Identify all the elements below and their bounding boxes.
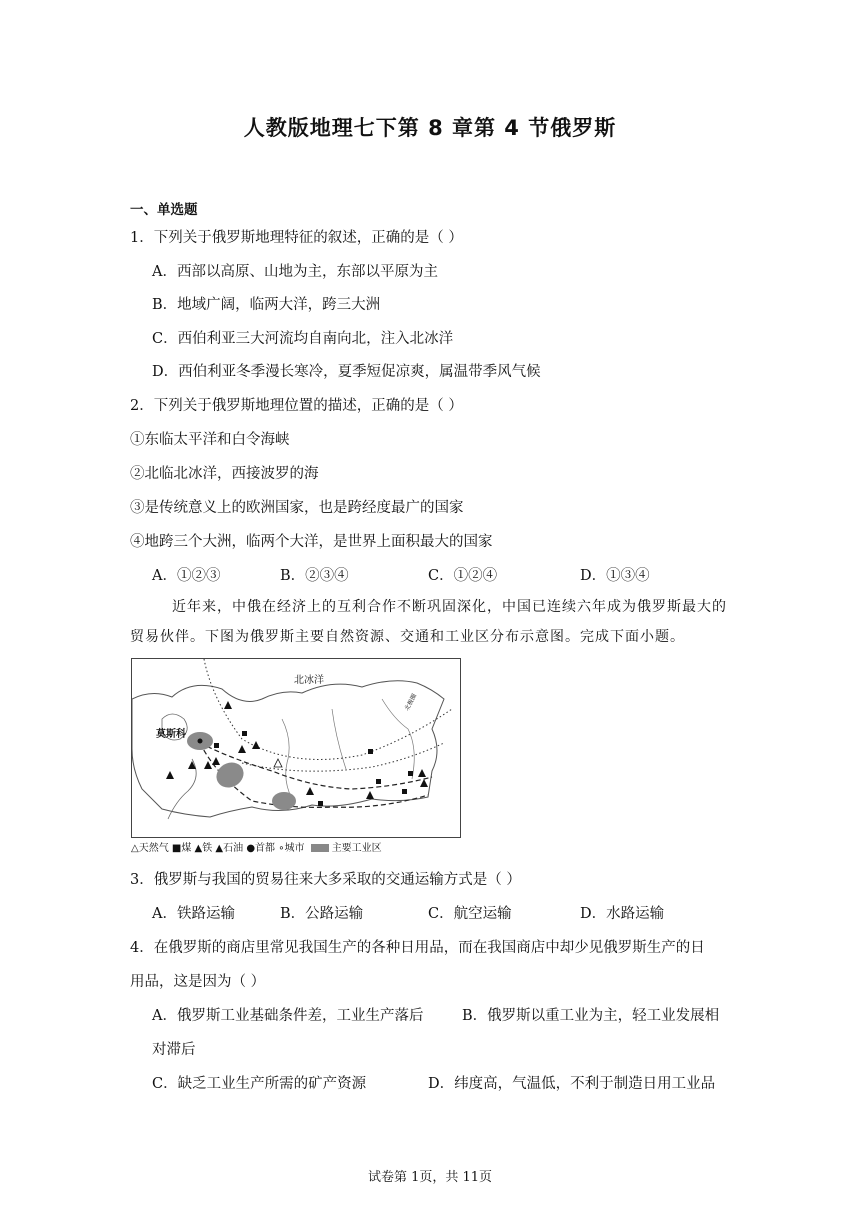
coal-icon xyxy=(402,789,407,794)
iron-icon xyxy=(224,701,232,709)
q1-option-b[interactable]: B．地域广阔，临两大洋，跨三大洲 xyxy=(152,297,381,313)
q4-stem-line-2: 用品，这是因为（ ） xyxy=(130,974,266,990)
coal-icon xyxy=(408,771,413,776)
city-legend-icon: ∘ xyxy=(278,843,285,854)
coal-icon xyxy=(242,731,247,736)
iron-icon xyxy=(306,787,314,795)
arctic-ocean-label: 北冰洋 xyxy=(294,675,324,686)
q2-statement-1: ①东临太平洋和白令海峡 xyxy=(130,432,290,448)
q1-option-d[interactable]: D．西伯利亚冬季漫长寒冷，夏季短促凉爽，属温带季风气候 xyxy=(152,364,541,380)
moscow-label: 莫斯科 xyxy=(156,729,186,740)
arctic-circle-line xyxy=(204,659,452,759)
oil-icon xyxy=(420,779,428,787)
q3-option-c[interactable]: C．航空运输 xyxy=(428,906,512,922)
legend-capital: 首都 xyxy=(255,843,276,854)
oil-legend-icon: ▲ xyxy=(215,843,224,854)
iron-icon xyxy=(418,769,426,777)
coal-legend-icon: ■ xyxy=(171,843,182,854)
oil-icon xyxy=(204,761,212,769)
q2-stem: 2．下列关于俄罗斯地理位置的描述，正确的是（ ） xyxy=(130,398,463,414)
iron-legend-icon: ▲ xyxy=(194,843,203,854)
capital-legend-icon: ● xyxy=(246,843,256,854)
page-footer: 试卷第 1页，共 11页 xyxy=(367,1170,493,1185)
q1-option-c[interactable]: C．西伯利亚三大河流均自南向北，注入北冰洋 xyxy=(152,331,454,347)
gas-icon xyxy=(274,759,282,767)
legend-coal: 煤 xyxy=(181,843,192,854)
legend-city: 城市 xyxy=(284,843,305,854)
passage xyxy=(130,592,730,652)
q1-option-a[interactable]: A．西部以高原、山地为主，东部以平原为主 xyxy=(152,264,438,280)
q3-option-b[interactable]: B．公路运输 xyxy=(280,906,364,922)
map-legend xyxy=(131,839,382,854)
q4-option-b-continued[interactable]: 对滞后 xyxy=(152,1042,196,1058)
q4-option-b[interactable]: B．俄罗斯以重工业为主，轻工业发展相 xyxy=(462,1008,720,1024)
q2-option-c[interactable]: C．①②④ xyxy=(428,568,498,584)
q2-statement-2: ②北临北冰洋，西接波罗的海 xyxy=(130,466,319,482)
q4-stem-line-1: 4．在俄罗斯的商店里常见我国生产的各种日用品，而在我国商店中却少见俄罗斯生产的日 xyxy=(130,940,705,956)
q3-option-d[interactable]: D．水路运输 xyxy=(580,906,665,922)
section-heading: 一、单选题 xyxy=(130,202,198,218)
passage-line-1: 近年来，中俄在经济上的互利合作不断巩固深化，中国已连续六年成为俄罗斯最大的 xyxy=(172,599,727,615)
passage-line-2: 贸易伙伴。下图为俄罗斯主要自然资源、交通和工业区分布示意图。完成下面小题。 xyxy=(130,629,685,645)
coal-icon xyxy=(376,779,381,784)
q4-option-c[interactable]: C．缺乏工业生产所需的矿产资源 xyxy=(152,1076,367,1092)
arctic-circle-label: 北极圈 xyxy=(403,692,419,712)
q1-stem: 1．下列关于俄罗斯地理特征的叙述，正确的是（ ） xyxy=(130,230,463,246)
legend-industry: 主要工业区 xyxy=(331,843,382,854)
coal-icon xyxy=(318,801,323,806)
page-title: 人教版地理七下第 8 章第 4 节俄罗斯 xyxy=(243,116,617,140)
river-line xyxy=(282,719,292,799)
coal-icon xyxy=(214,743,219,748)
q3-option-a[interactable]: A．铁路运输 xyxy=(152,906,235,922)
q2-option-b[interactable]: B．②③④ xyxy=(280,568,349,584)
iron-icon xyxy=(252,741,260,749)
oil-icon xyxy=(212,757,220,765)
q2-statement-4: ④地跨三个大洲，临两个大洋，是世界上面积最大的国家 xyxy=(130,534,493,550)
gas-legend-icon: △ xyxy=(131,843,139,854)
iron-icon xyxy=(238,745,246,753)
industry-legend-swatch xyxy=(311,844,329,852)
legend-gas: 天然气 xyxy=(138,843,169,854)
q4-option-a[interactable]: A．俄罗斯工业基础条件差，工业生产落后 xyxy=(152,1008,424,1024)
iron-icon xyxy=(366,791,374,799)
legend-iron: 铁 xyxy=(202,843,213,854)
q2-statement-3: ③是传统意义上的欧洲国家，也是跨经度最广的国家 xyxy=(130,500,464,516)
q2-option-d[interactable]: D．①③④ xyxy=(580,568,650,584)
iron-icon xyxy=(166,771,174,779)
q3-stem: 3．俄罗斯与我国的贸易往来大多采取的交通运输方式是（ ） xyxy=(130,872,521,888)
capital-icon xyxy=(198,739,203,744)
russia-resource-map xyxy=(131,658,461,838)
river-line xyxy=(332,709,346,769)
coal-icon xyxy=(368,749,373,754)
industrial-zone-siberia xyxy=(272,792,296,810)
q2-option-a[interactable]: A．①②③ xyxy=(152,568,221,584)
map-svg xyxy=(132,659,460,837)
q4-option-d[interactable]: D．纬度高，气温低，不利于制造日用工业品 xyxy=(428,1076,716,1092)
legend-oil: 石油 xyxy=(223,843,244,854)
